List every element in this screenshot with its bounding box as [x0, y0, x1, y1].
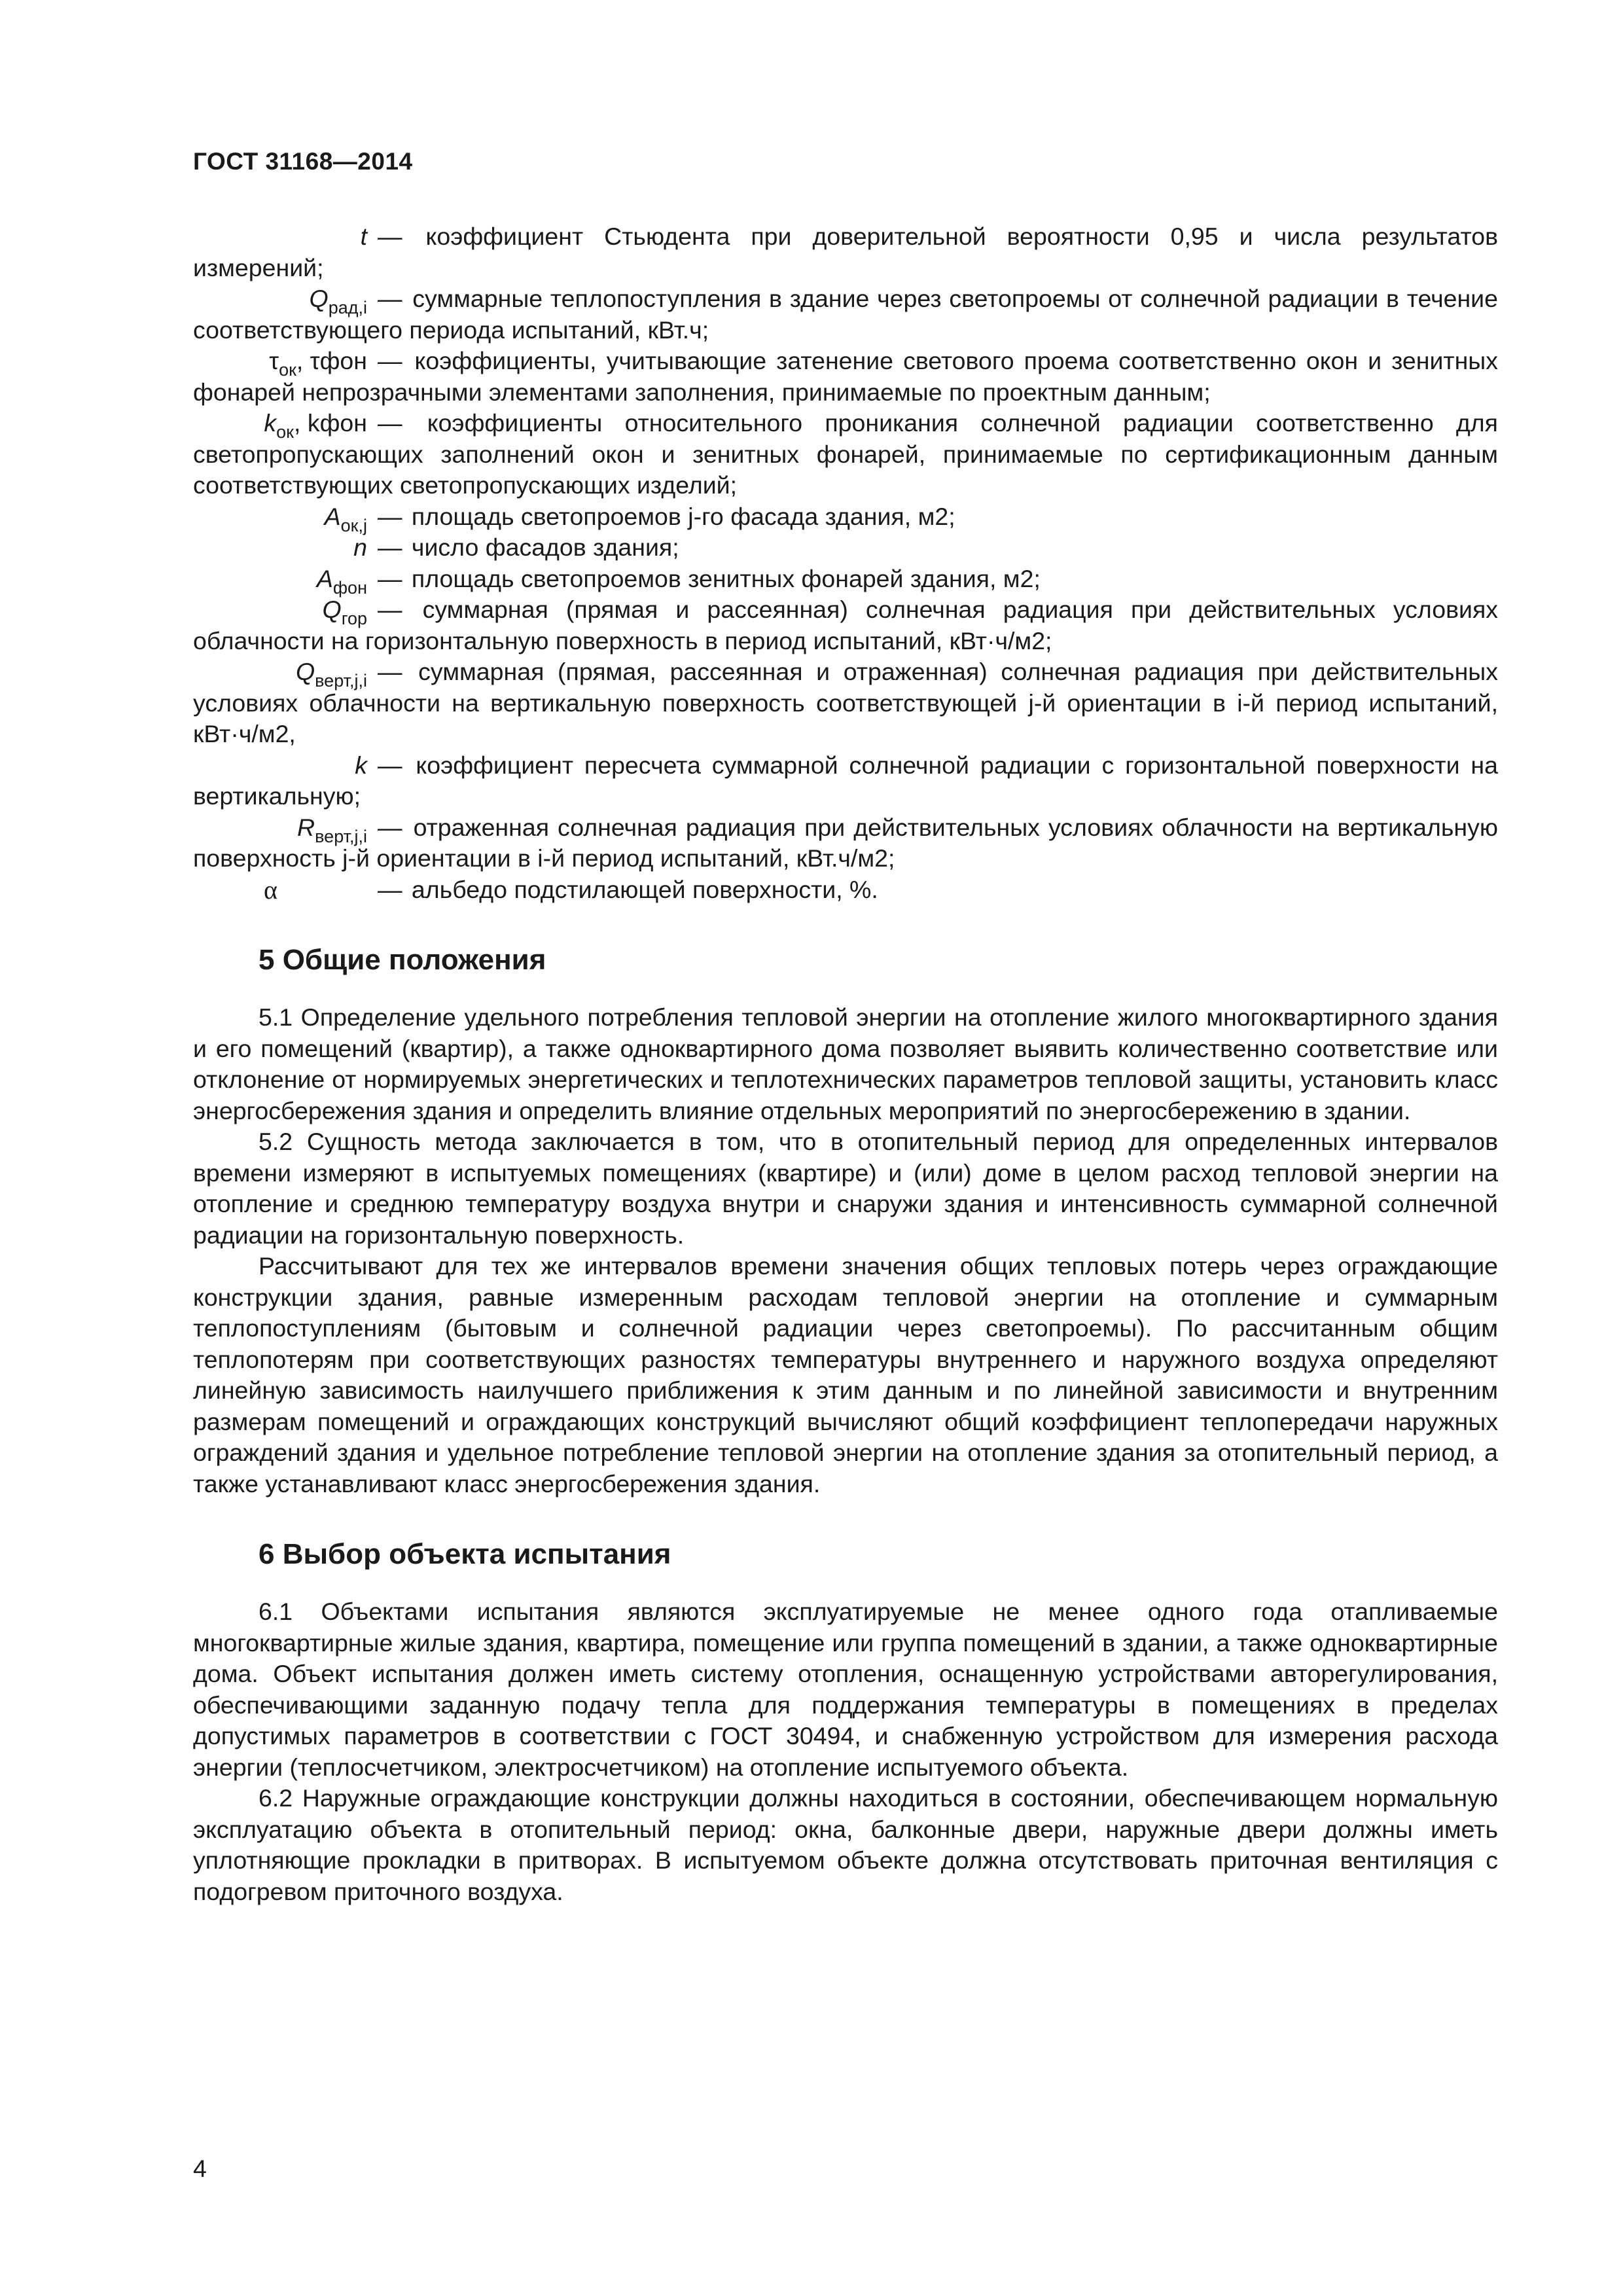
- definition-symbol: $R_{верт,j,i}$: [297, 813, 367, 846]
- definition-row: [193, 532, 1498, 564]
- definition-text: — коэффициент пересчета суммарной солнечной радиации с горизонтальной поверхности на вертикальную;: [193, 751, 1498, 810]
- document-header: ГОСТ 31168—2014: [193, 148, 413, 175]
- paragraph: 6.1 Объектами испытания являются эксплуатируемые не менее одного года отапливаемые многоквартирные жилые здания, квартира, помещение или группа помещений в здании, а также одноквартирные дома. Объект испытания должен иметь систему отопления, оснащенную устройствами авторегулирования, обеспечивающими заданную подачу тепла для поддержания температуры в помещениях в пределах допустимых параметров в соответствии с ГОСТ 30494, и снабженную устройством для измерения расхода энергии (теплосчетчиком, электросчетчиком) на отопление испытуемого объекта.: [193, 1598, 1498, 1781]
- definition-row: [193, 346, 1498, 408]
- section-heading: 6 Выбор объекта испытания: [259, 1538, 671, 1570]
- definition-text: — альбедо подстилающей поверхности, %.: [378, 875, 878, 903]
- definition-row: [193, 874, 1498, 906]
- paragraph: 6.2 Наружные ограждающие конструкции должны находиться в состоянии, обеспечивающем нормальную эксплуатацию объекта в отопительный период: окна, балконные двери, наружные двери должны иметь уплотняющие прокладки в притворах. В испытуемом объекте должна отсутствовать приточная вентиляция с подогревом приточного воздуха.: [193, 1784, 1498, 1905]
- definition-text: — число фасадов здания;: [378, 533, 679, 561]
- definition-symbol: n: [353, 533, 367, 561]
- definition-symbol: $Q_{рад,i}$: [309, 285, 367, 317]
- definition-symbol: $\tau_{ок}$, τфон: [269, 347, 367, 380]
- paragraph: 5.2 Сущность метода заключается в том, что в отопительный период для определенных интервалов времени измеряют в испытуемых помещениях (квартире) и (или) доме в целом расход тепловой энергии на отопление и среднюю температуру воздуха внутри и снаружи здания и интенсивность суммарной солнечной радиации на горизонтальную поверхность.: [193, 1128, 1498, 1249]
- page-number: 4: [193, 2155, 207, 2182]
- definition-text: — коэффициенты относительного проникания солнечной радиации соответственно для светопропускающих заполнений окон и зенитных фонарей, принимаемые по сертификационным данным соответствующих светопропускающих изделий;: [193, 409, 1498, 499]
- symbol-definitions-list: [193, 221, 1498, 905]
- definition-row: [193, 283, 1498, 346]
- definition-symbol: $k_{ок}$, kфон: [264, 409, 367, 442]
- definition-text: — площадь светопроемов j-го фасада здания, м2;: [378, 502, 955, 530]
- document-body: [193, 221, 1498, 1907]
- definition-row: [193, 221, 1498, 283]
- paragraph: 5.1 Определение удельного потребления тепловой энергии на отопление жилого многоквартирного здания и его помещений (квартир), а также одноквартирного дома позволяет выявить количественно соответствие или отклонение от нормируемых энергетических и теплотехнических параметров тепловой защиты, установить класс энергосбережения здания и определить влияние отдельных мероприятий по энергосбережению в здании.: [193, 1003, 1498, 1124]
- definition-text: — суммарная (прямая, рассеянная и отраженная) солнечная радиация при действительных условиях облачности на вертикальную поверхность соответствующей j-й ориентации в i-й период испытаний, кВт·ч/м2,: [193, 658, 1498, 747]
- definition-text: — суммарные теплопоступления в здание через светопроемы от солнечной радиации в течение соответствующего периода испытаний, кВт.ч;: [193, 285, 1498, 344]
- definition-row: [193, 656, 1498, 750]
- section-heading: 5 Общие положения: [259, 944, 546, 976]
- definition-text: — коэффициент Стьюдента при доверительной вероятности 0,95 и числа результатов измерений;: [193, 223, 1498, 281]
- definition-row: [193, 594, 1498, 656]
- definition-row: [193, 564, 1498, 598]
- definition-symbol: t: [360, 223, 367, 250]
- definition-row: [193, 812, 1498, 874]
- definition-symbol: α: [264, 874, 277, 905]
- definition-symbol: $A_{ок,j}$: [324, 502, 367, 535]
- definition-text: — суммарная (прямая и рассеянная) солнечная радиация при действительных условиях облачности на горизонтальную поверхность в период испытаний, кВт·ч/м2;: [193, 596, 1499, 655]
- definition-text: — площадь светопроемов зенитных фонарей здания, м2;: [378, 564, 1041, 592]
- definition-row: [193, 750, 1498, 812]
- definition-text: — отраженная солнечная радиация при действительных условиях облачности на вертикальную поверхность j-й ориентации в i-й период испытаний, кВт.ч/м2;: [193, 813, 1498, 872]
- definition-row: [193, 501, 1498, 533]
- definition-symbol: $Q_{гор}$: [322, 596, 367, 628]
- definition-symbol: k: [355, 751, 367, 779]
- definition-text: — коэффициенты, учитывающие затенение светового проема соответственно окон и зенитных фонарей непрозрачными элементами заполнения, принимаемые по проектным данным;: [193, 347, 1499, 406]
- definition-row: [193, 408, 1498, 501]
- definition-symbol: $Q_{верт,j,i}$: [295, 658, 367, 691]
- definition-symbol: $A_{фон}$: [316, 564, 367, 598]
- paragraph: Рассчитывают для тех же интервалов времени значения общих тепловых потерь через ограждающие конструкции здания, равные измеренным расходам тепловой энергии на отопление и суммарным теплопоступлениям (бытовым и солнечной радиации через светопроемы). По рассчитанным общим теплопотерям при соответствующих разностях температуры внутреннего и наружного воздуха определяют линейную зависимость наилучшего приближения к этим данным и по линейной зависимости и внутренним размерам помещений и ограждающих конструкций вычисляют общий коэффициент теплопередачи наружных ограждений здания и удельное потребление тепловой энергии на отопление здания за отопительный период, а также устанавливают класс энергосбережения здания.: [193, 1252, 1498, 1498]
